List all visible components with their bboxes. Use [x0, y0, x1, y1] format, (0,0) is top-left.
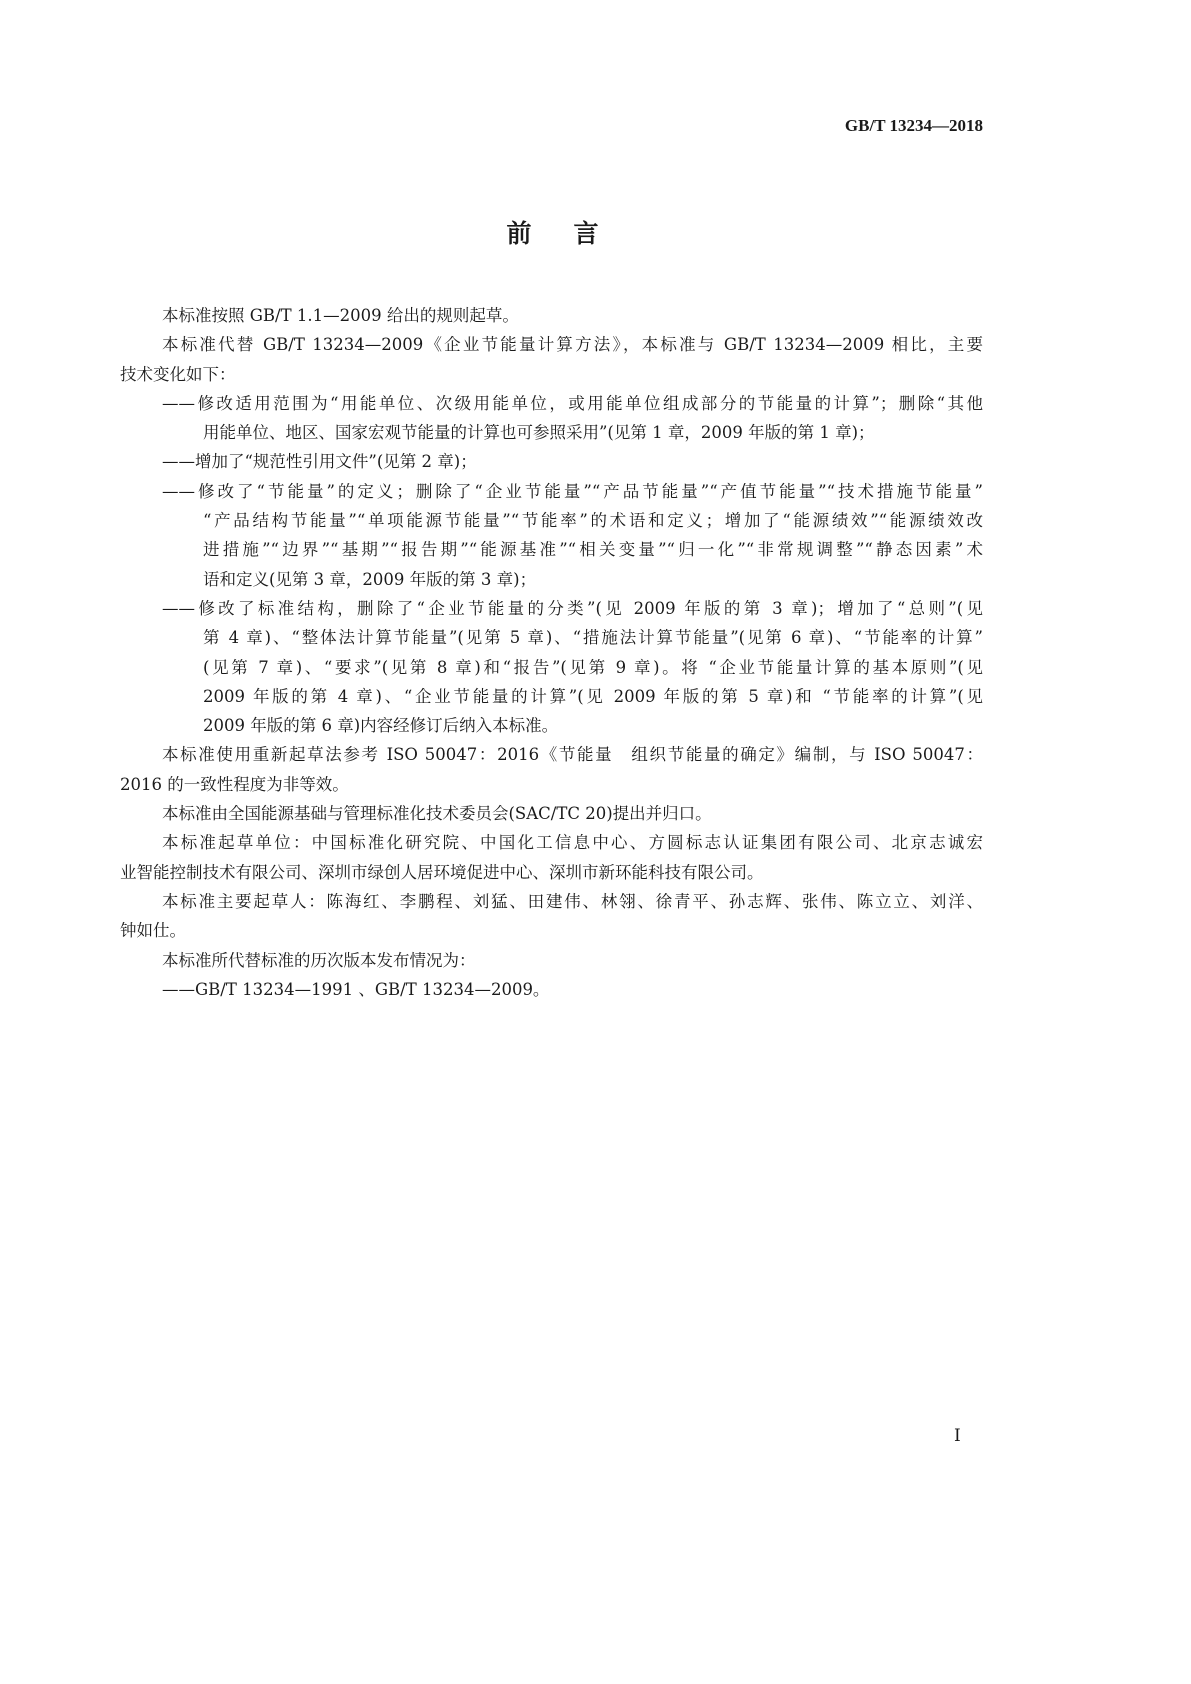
- paragraph: [120, 887, 983, 946]
- paragraph: [120, 946, 983, 975]
- text-line: 第 4 章)、“整体法计算节能量”(见第 5 章)、“措施法计算节能量”(见第 6 章)、“节能率的计算”: [203, 628, 983, 648]
- text-line: 2009 年版的第 6 章)内容经修订后纳入本标准。: [203, 716, 559, 736]
- paragraph: [120, 301, 983, 330]
- text-line: 2009 年版的第 4 章)、“企业节能量的计算”(见 2009 年版的第 5 章)和 “节能率的计算”(见: [203, 686, 983, 706]
- page-title: [0, 214, 1107, 250]
- text-line: ——修改了“节能量”的定义；删除了“企业节能量”“产品节能量”“产值节能量”“技术措施节能量”: [162, 481, 983, 501]
- text-line: 本标准主要起草人：陈海红、李鹏程、刘猛、田建伟、林翎、徐青平、孙志辉、张伟、陈立立、刘洋、: [162, 891, 983, 911]
- text-line: ——修改了标准结构，删除了“企业节能量的分类”(见 2009 年版的第 3 章)；增加了“总则”(见: [162, 598, 983, 618]
- text-line: 本标准由全国能源基础与管理标准化技术委员会(SAC/TC 20)提出并归口。: [162, 804, 712, 824]
- text-line: 技术变化如下：: [120, 364, 236, 384]
- title-char: 言: [573, 219, 601, 248]
- list-item: [120, 477, 983, 594]
- document-code-header: GB/T 13234—2018: [844, 116, 983, 135]
- title-char: 前: [506, 219, 534, 248]
- text-line: (见第 7 章)、“要求”(见第 8 章)和“报告”(见第 9 章)。将 “企业节能量计算的基本原则”(见: [203, 657, 983, 677]
- text-line: ——修改适用范围为“用能单位、次级用能单位，或用能单位组成部分的节能量的计算”；删除“其他: [162, 393, 983, 413]
- text-line: 进措施”“边界”“基期”“报告期”“能源基准”“相关变量”“归一化”“非常规调整”“静态因素”术: [203, 540, 983, 560]
- paragraph: [120, 740, 983, 799]
- text-line: 本标准使用重新起草法参考 ISO 50047：2016《节能量 组织节能量的确定》编制，与 ISO 50047：: [162, 745, 983, 765]
- paragraph: [120, 330, 983, 389]
- page-number: I: [954, 1426, 961, 1446]
- foreword-body: [120, 301, 983, 1004]
- text-line: ——增加了“规范性引用文件”(见第 2 章)；: [162, 452, 477, 472]
- text-line: “产品结构节能量”“单项能源节能量”“节能率”的术语和定义；增加了“能源绩效”“能源绩效改: [203, 511, 983, 531]
- paragraph: [120, 828, 983, 887]
- list-item: [120, 389, 983, 448]
- text-line: 本标准代替 GB/T 13234—2009《企业节能量计算方法》，本标准与 GB/T 13234—2009 相比，主要: [162, 335, 983, 355]
- list-item: [120, 594, 983, 740]
- text-line: 本标准所代替标准的历次版本发布情况为：: [162, 950, 476, 970]
- text-line: 用能单位、地区、国家宏观节能量的计算也可参照采用”(见第 1 章，2009 年版的第 1 章)；: [203, 423, 875, 443]
- text-line: 本标准起草单位：中国标准化研究院、中国化工信息中心、方圆标志认证集团有限公司、北京志诚宏: [162, 833, 983, 853]
- text-line: 钟如仕。: [120, 921, 186, 941]
- text-line: 本标准按照 GB/T 1.1—2009 给出的规则起草。: [162, 306, 519, 325]
- list-item: [120, 447, 983, 476]
- text-line: 2016 的一致性程度为非等效。: [120, 774, 349, 794]
- text-line: 业智能控制技术有限公司、深圳市绿创人居环境促进中心、深圳市新环能科技有限公司。: [120, 862, 764, 882]
- text-line: ——GB/T 13234—1991 、GB/T 13234—2009。: [162, 979, 550, 999]
- list-item: [120, 975, 983, 1004]
- paragraph: [120, 799, 983, 828]
- text-line: 语和定义(见第 3 章，2009 年版的第 3 章)；: [203, 569, 537, 589]
